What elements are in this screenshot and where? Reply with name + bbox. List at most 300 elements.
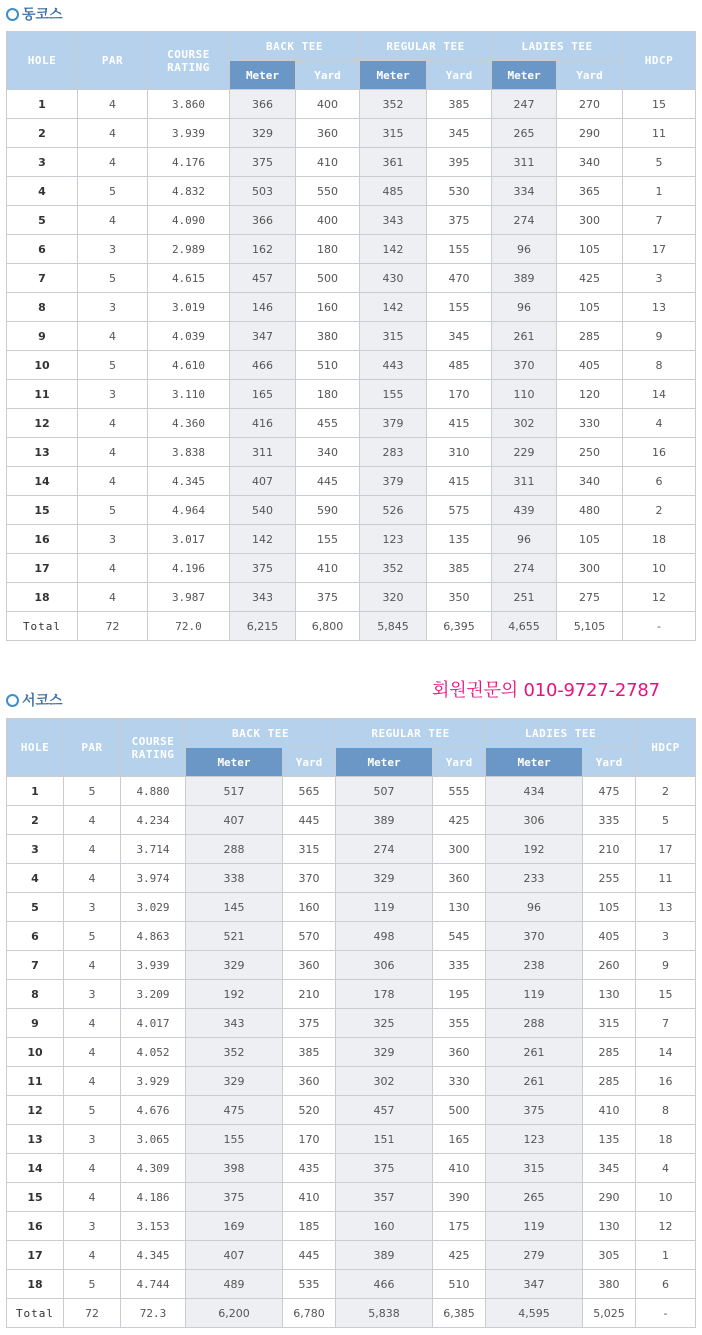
total-ladies-meter: 4,655 [492,612,557,641]
cell-hole: 6 [7,235,78,264]
cell-regular-yard: 510 [433,1270,486,1299]
cell-ladies-meter: 96 [492,235,557,264]
cell-course-rating: 3.860 [148,90,230,119]
cell-regular-yard: 385 [427,554,492,583]
cell-par: 4 [78,583,148,612]
circle-bullet-icon [6,694,19,707]
cell-regular-meter: 329 [336,864,433,893]
cell-course-rating: 3.029 [121,893,186,922]
total-par: 72 [78,612,148,641]
cell-back-meter: 343 [186,1009,283,1038]
cell-hdcp: 13 [636,893,696,922]
cell-ladies-meter: 265 [486,1183,583,1212]
table-row [7,293,696,322]
cell-hole: 10 [7,1038,64,1067]
cell-par: 3 [64,893,121,922]
cell-ladies-meter: 261 [486,1038,583,1067]
cell-regular-yard: 195 [433,980,486,1009]
cell-ladies-yard: 345 [583,1154,636,1183]
cell-back-meter: 475 [186,1096,283,1125]
table-row [7,835,696,864]
cell-back-meter: 407 [230,467,296,496]
cell-hdcp: 16 [623,438,696,467]
cell-back-meter: 398 [186,1154,283,1183]
cell-regular-yard: 310 [427,438,492,467]
cell-hdcp: 5 [623,148,696,177]
cell-back-yard: 455 [296,409,360,438]
cell-course-rating: 4.615 [148,264,230,293]
cell-hole: 3 [7,835,64,864]
table-row [7,119,696,148]
cell-par: 4 [64,806,121,835]
cell-regular-yard: 470 [427,264,492,293]
cell-course-rating: 4.176 [148,148,230,177]
cell-ladies-yard: 260 [583,951,636,980]
cell-hdcp: 14 [636,1038,696,1067]
cell-hdcp: 3 [623,264,696,293]
cell-back-meter: 142 [230,525,296,554]
cell-back-yard: 370 [283,864,336,893]
cell-regular-yard: 415 [427,409,492,438]
cell-back-yard: 315 [283,835,336,864]
cell-regular-meter: 352 [360,554,427,583]
cell-back-yard: 170 [283,1125,336,1154]
cell-back-yard: 185 [283,1212,336,1241]
cell-regular-meter: 160 [336,1212,433,1241]
header-back-yard: Yard [283,748,336,777]
cell-hole: 4 [7,177,78,206]
cell-regular-meter: 329 [336,1038,433,1067]
cell-back-yard: 570 [283,922,336,951]
header-ladies-tee: LADIES TEE [486,719,636,748]
table-row [7,1183,696,1212]
cell-hdcp: 2 [623,496,696,525]
table-row [7,806,696,835]
membership-contact: 회원권문의 010-9727-2787 [432,680,660,701]
cell-ladies-meter: 96 [492,525,557,554]
cell-regular-meter: 155 [360,380,427,409]
cell-hole: 3 [7,148,78,177]
cell-back-meter: 343 [230,583,296,612]
cell-back-yard: 410 [283,1183,336,1212]
cell-regular-yard: 375 [427,206,492,235]
cell-ladies-yard: 105 [557,293,623,322]
cell-ladies-meter: 274 [492,206,557,235]
cell-ladies-yard: 315 [583,1009,636,1038]
cell-regular-yard: 425 [433,806,486,835]
west-course-title-text: 서코스 [22,693,63,709]
cell-back-meter: 366 [230,90,296,119]
cell-hole: 5 [7,206,78,235]
cell-hdcp: 6 [623,467,696,496]
header-back-tee: BACK TEE [186,719,336,748]
cell-back-yard: 435 [283,1154,336,1183]
cell-ladies-yard: 130 [583,980,636,1009]
total-par: 72 [64,1299,121,1328]
cell-course-rating: 4.039 [148,322,230,351]
cell-hole: 5 [7,893,64,922]
cell-regular-yard: 165 [433,1125,486,1154]
cell-regular-yard: 360 [433,864,486,893]
cell-back-meter: 457 [230,264,296,293]
header-course-rating-line2: RATING [131,747,175,761]
cell-back-meter: 521 [186,922,283,951]
cell-ladies-yard: 135 [583,1125,636,1154]
cell-ladies-meter: 439 [492,496,557,525]
cell-ladies-meter: 311 [492,467,557,496]
east-course-title [6,4,63,24]
cell-ladies-yard: 365 [557,177,623,206]
total-back-meter: 6,200 [186,1299,283,1328]
cell-par: 4 [78,554,148,583]
cell-regular-yard: 545 [433,922,486,951]
cell-back-meter: 540 [230,496,296,525]
cell-course-rating: 4.090 [148,206,230,235]
cell-ladies-yard: 270 [557,90,623,119]
total-hdcp: - [636,1299,696,1328]
header-back-yard: Yard [296,61,360,90]
cell-regular-meter: 379 [360,409,427,438]
cell-ladies-yard: 340 [557,148,623,177]
header-hdcp: HDCP [636,719,696,777]
cell-regular-yard: 335 [433,951,486,980]
cell-back-yard: 510 [296,351,360,380]
cell-hole: 8 [7,293,78,322]
cell-hole: 14 [7,1154,64,1183]
header-back-meter: Meter [186,748,283,777]
total-ladies-yard: 5,105 [557,612,623,641]
cell-ladies-meter: 347 [486,1270,583,1299]
cell-regular-meter: 430 [360,264,427,293]
table-row [7,1154,696,1183]
table-row [7,1212,696,1241]
cell-ladies-meter: 119 [486,1212,583,1241]
table-row [7,922,696,951]
cell-course-rating: 3.939 [121,951,186,980]
cell-ladies-meter: 229 [492,438,557,467]
cell-back-meter: 375 [230,554,296,583]
cell-regular-yard: 300 [433,835,486,864]
cell-course-rating: 3.209 [121,980,186,1009]
cell-hdcp: 11 [636,864,696,893]
cell-regular-yard: 575 [427,496,492,525]
cell-par: 3 [64,1212,121,1241]
cell-back-meter: 466 [230,351,296,380]
cell-back-yard: 565 [283,777,336,806]
total-course-rating: 72.0 [148,612,230,641]
cell-hdcp: 14 [623,380,696,409]
cell-back-meter: 145 [186,893,283,922]
cell-back-meter: 407 [186,806,283,835]
west-course-title [6,690,63,710]
table-row [7,148,696,177]
cell-course-rating: 3.017 [148,525,230,554]
cell-regular-meter: 457 [336,1096,433,1125]
header-ladies-yard: Yard [557,61,623,90]
cell-regular-yard: 500 [433,1096,486,1125]
cell-course-rating: 3.110 [148,380,230,409]
cell-par: 4 [64,1183,121,1212]
cell-course-rating: 4.186 [121,1183,186,1212]
cell-back-yard: 535 [283,1270,336,1299]
cell-regular-yard: 390 [433,1183,486,1212]
cell-ladies-meter: 247 [492,90,557,119]
cell-ladies-yard: 405 [557,351,623,380]
cell-par: 5 [64,922,121,951]
cell-ladies-yard: 130 [583,1212,636,1241]
header-hdcp: HDCP [623,32,696,90]
cell-regular-meter: 119 [336,893,433,922]
cell-back-meter: 517 [186,777,283,806]
cell-regular-yard: 385 [427,90,492,119]
cell-ladies-meter: 119 [486,980,583,1009]
cell-hdcp: 18 [636,1125,696,1154]
cell-ladies-yard: 340 [557,467,623,496]
cell-hdcp: 11 [623,119,696,148]
cell-hole: 12 [7,1096,64,1125]
cell-course-rating: 4.832 [148,177,230,206]
cell-regular-meter: 361 [360,148,427,177]
table-row [7,409,696,438]
header-back-tee: BACK TEE [230,32,360,61]
cell-back-yard: 210 [283,980,336,1009]
total-hdcp: - [623,612,696,641]
cell-course-rating: 3.987 [148,583,230,612]
cell-regular-yard: 345 [427,119,492,148]
header-regular-meter: Meter [360,61,427,90]
cell-regular-yard: 155 [427,293,492,322]
cell-hdcp: 10 [623,554,696,583]
cell-back-yard: 550 [296,177,360,206]
cell-hdcp: 3 [636,922,696,951]
table-row [7,1125,696,1154]
cell-course-rating: 4.360 [148,409,230,438]
cell-regular-meter: 389 [336,1241,433,1270]
cell-back-yard: 500 [296,264,360,293]
cell-regular-meter: 142 [360,235,427,264]
cell-regular-yard: 530 [427,177,492,206]
header-par: PAR [78,32,148,90]
cell-hole: 11 [7,1067,64,1096]
table-row [7,554,696,583]
cell-regular-meter: 357 [336,1183,433,1212]
cell-par: 5 [64,1270,121,1299]
cell-hdcp: 1 [623,177,696,206]
cell-ladies-yard: 105 [583,893,636,922]
cell-back-yard: 360 [296,119,360,148]
cell-hdcp: 7 [636,1009,696,1038]
cell-par: 4 [78,438,148,467]
cell-ladies-yard: 330 [557,409,623,438]
cell-hole: 7 [7,951,64,980]
cell-hdcp: 12 [636,1212,696,1241]
cell-back-meter: 338 [186,864,283,893]
cell-hdcp: 4 [636,1154,696,1183]
table-row [7,90,696,119]
cell-hole: 18 [7,583,78,612]
table-row [7,980,696,1009]
cell-par: 4 [64,1009,121,1038]
header-course-rating-line2: RATING [167,60,210,74]
table-row [7,322,696,351]
cell-hdcp: 4 [623,409,696,438]
cell-regular-yard: 345 [427,322,492,351]
cell-hole: 16 [7,525,78,554]
cell-ladies-yard: 285 [583,1038,636,1067]
cell-ladies-yard: 285 [557,322,623,351]
cell-hole: 9 [7,1009,64,1038]
cell-hole: 10 [7,351,78,380]
cell-back-yard: 590 [296,496,360,525]
cell-ladies-yard: 335 [583,806,636,835]
cell-ladies-meter: 251 [492,583,557,612]
cell-ladies-meter: 233 [486,864,583,893]
cell-back-meter: 329 [230,119,296,148]
header-ladies-meter: Meter [492,61,557,90]
table-row [7,380,696,409]
cell-hole: 1 [7,777,64,806]
table-row [7,206,696,235]
cell-course-rating: 4.676 [121,1096,186,1125]
table-row [7,467,696,496]
cell-ladies-meter: 389 [492,264,557,293]
east-course-scorecard [6,31,696,641]
cell-back-meter: 375 [186,1183,283,1212]
cell-hole: 14 [7,467,78,496]
cell-ladies-meter: 434 [486,777,583,806]
cell-regular-meter: 142 [360,293,427,322]
cell-regular-meter: 498 [336,922,433,951]
cell-regular-meter: 302 [336,1067,433,1096]
cell-ladies-meter: 306 [486,806,583,835]
cell-regular-yard: 175 [433,1212,486,1241]
total-ladies-meter: 4,595 [486,1299,583,1328]
table-row [7,177,696,206]
cell-hole: 18 [7,1270,64,1299]
cell-ladies-yard: 275 [557,583,623,612]
cell-regular-yard: 330 [433,1067,486,1096]
cell-regular-meter: 352 [360,90,427,119]
table-row [7,235,696,264]
cell-back-yard: 340 [296,438,360,467]
cell-back-yard: 445 [283,806,336,835]
cell-par: 4 [64,1038,121,1067]
cell-par: 3 [78,293,148,322]
cell-back-meter: 169 [186,1212,283,1241]
header-regular-tee: REGULAR TEE [336,719,486,748]
cell-back-meter: 162 [230,235,296,264]
cell-hdcp: 9 [623,322,696,351]
cell-regular-meter: 315 [360,322,427,351]
header-course-rating [121,719,186,777]
cell-hdcp: 8 [636,1096,696,1125]
header-course-rating-line1: COURSE [167,47,210,61]
circle-bullet-icon [6,8,19,21]
total-row [7,612,696,641]
cell-par: 4 [78,467,148,496]
cell-back-yard: 360 [283,1067,336,1096]
cell-back-yard: 160 [296,293,360,322]
table-row [7,777,696,806]
cell-par: 5 [64,1096,121,1125]
cell-ladies-meter: 315 [486,1154,583,1183]
header-course-rating-line1: COURSE [131,734,175,748]
cell-regular-meter: 178 [336,980,433,1009]
cell-course-rating: 2.989 [148,235,230,264]
cell-hole: 4 [7,864,64,893]
cell-ladies-yard: 285 [583,1067,636,1096]
cell-ladies-meter: 274 [492,554,557,583]
cell-regular-meter: 485 [360,177,427,206]
cell-back-yard: 445 [296,467,360,496]
cell-course-rating: 3.939 [148,119,230,148]
cell-course-rating: 4.863 [121,922,186,951]
cell-regular-meter: 507 [336,777,433,806]
cell-ladies-meter: 192 [486,835,583,864]
cell-back-meter: 288 [186,835,283,864]
header-regular-tee: REGULAR TEE [360,32,492,61]
cell-regular-meter: 375 [336,1154,433,1183]
cell-course-rating: 3.019 [148,293,230,322]
cell-course-rating: 4.744 [121,1270,186,1299]
cell-ladies-meter: 370 [486,922,583,951]
cell-ladies-yard: 480 [557,496,623,525]
cell-hole: 9 [7,322,78,351]
cell-regular-yard: 410 [433,1154,486,1183]
cell-ladies-meter: 375 [486,1096,583,1125]
table-row [7,1067,696,1096]
cell-ladies-meter: 261 [492,322,557,351]
header-course-rating [148,32,230,90]
cell-ladies-yard: 120 [557,380,623,409]
cell-ladies-yard: 300 [557,206,623,235]
cell-ladies-yard: 290 [557,119,623,148]
table-row [7,893,696,922]
cell-hole: 15 [7,1183,64,1212]
cell-hdcp: 17 [623,235,696,264]
cell-back-yard: 400 [296,206,360,235]
cell-hole: 16 [7,1212,64,1241]
cell-ladies-yard: 305 [583,1241,636,1270]
cell-regular-yard: 360 [433,1038,486,1067]
cell-regular-meter: 315 [360,119,427,148]
header-hole: HOLE [7,32,78,90]
cell-course-rating: 3.714 [121,835,186,864]
cell-par: 4 [64,835,121,864]
header-regular-yard: Yard [433,748,486,777]
total-regular-yard: 6,385 [433,1299,486,1328]
table-row [7,1241,696,1270]
cell-regular-meter: 389 [336,806,433,835]
cell-hdcp: 18 [623,525,696,554]
cell-ladies-yard: 105 [557,525,623,554]
cell-back-meter: 311 [230,438,296,467]
cell-back-yard: 360 [283,951,336,980]
cell-par: 4 [78,206,148,235]
cell-hdcp: 13 [623,293,696,322]
cell-course-rating: 4.052 [121,1038,186,1067]
cell-back-yard: 445 [283,1241,336,1270]
cell-back-yard: 375 [283,1009,336,1038]
table-row [7,583,696,612]
cell-back-yard: 155 [296,525,360,554]
cell-course-rating: 3.929 [121,1067,186,1096]
cell-hole: 13 [7,1125,64,1154]
cell-regular-yard: 130 [433,893,486,922]
cell-course-rating: 4.345 [148,467,230,496]
west-course-scorecard [6,718,696,1328]
cell-regular-yard: 555 [433,777,486,806]
